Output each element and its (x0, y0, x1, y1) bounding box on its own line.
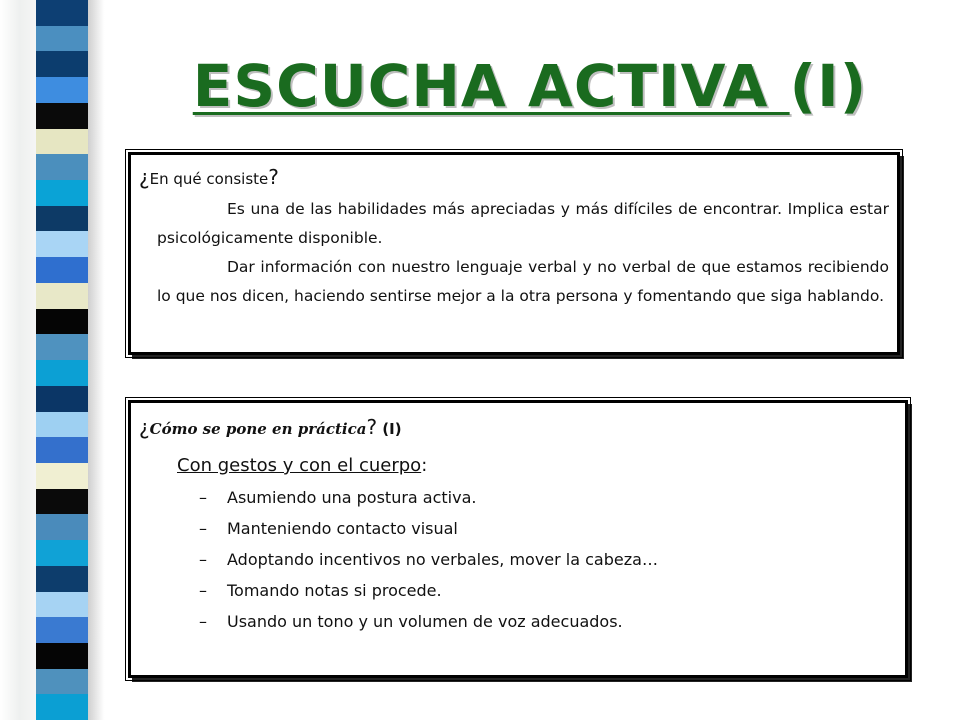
stripe-segment (36, 617, 88, 643)
stripe-segment (36, 129, 88, 155)
stripe-segment (36, 694, 88, 720)
stripe-segment (36, 669, 88, 695)
stripe-segment (36, 540, 88, 566)
stripe-segment (36, 283, 88, 309)
stripe-segment (36, 386, 88, 412)
definition-paragraph-1: Es una de las habilidades más apreciadas y más difíciles de encontrar. Implica estar psicológicamente disponible. (157, 200, 889, 247)
stripe-segment (36, 514, 88, 540)
stripe-segment (36, 154, 88, 180)
definition-box (128, 152, 900, 355)
list-item: – Adoptando incentivos no verbales, mover la cabeza… (199, 550, 658, 569)
practice-subheading: Con gestos y con el cuerpo: (177, 455, 428, 476)
list-item: – Tomando notas si procede. (199, 581, 442, 600)
decorative-stripes (36, 0, 88, 720)
stripe-segment (36, 437, 88, 463)
definition-paragraph-2: Dar información con nuestro lenguaje verbal y no verbal de que estamos recibiendo lo que nos dicen, haciendo sentirse mejor a la otra persona y fomentando que siga hablando. (157, 258, 889, 305)
stripe-segment (36, 412, 88, 438)
stripe-segment (36, 0, 88, 26)
stripe-segment (36, 463, 88, 489)
stripe-segment (36, 231, 88, 257)
slide-title (120, 52, 940, 120)
practice-question-tag: (I) (382, 420, 402, 438)
stripe-segment (36, 592, 88, 618)
stripe-segment (36, 334, 88, 360)
title-numeral: (I) (789, 52, 868, 120)
list-item: – Usando un tono y un volumen de voz adecuados. (199, 612, 623, 631)
stripe-segment (36, 180, 88, 206)
list-item: – Asumiendo una postura activa. (199, 488, 477, 507)
list-item: – Manteniendo contacto visual (199, 519, 458, 538)
stripe-segment (36, 566, 88, 592)
stripe-shadow (88, 0, 104, 720)
definition-question: ¿En qué consiste? (139, 165, 279, 189)
stripe-segment (36, 26, 88, 52)
stripe-segment (36, 489, 88, 515)
stripe-segment (36, 103, 88, 129)
stripe-segment (36, 257, 88, 283)
stripe-segment (36, 643, 88, 669)
stripe-segment (36, 51, 88, 77)
stripe-segment (36, 360, 88, 386)
stripe-segment (36, 309, 88, 335)
practice-box (128, 400, 908, 678)
stripe-segment (36, 206, 88, 232)
practice-list (139, 482, 901, 637)
title-main: ESCUCHA ACTIVA (192, 52, 790, 120)
stripe-segment (36, 77, 88, 103)
practice-question: ¿Cómo se pone en práctica? (I) (139, 415, 402, 439)
